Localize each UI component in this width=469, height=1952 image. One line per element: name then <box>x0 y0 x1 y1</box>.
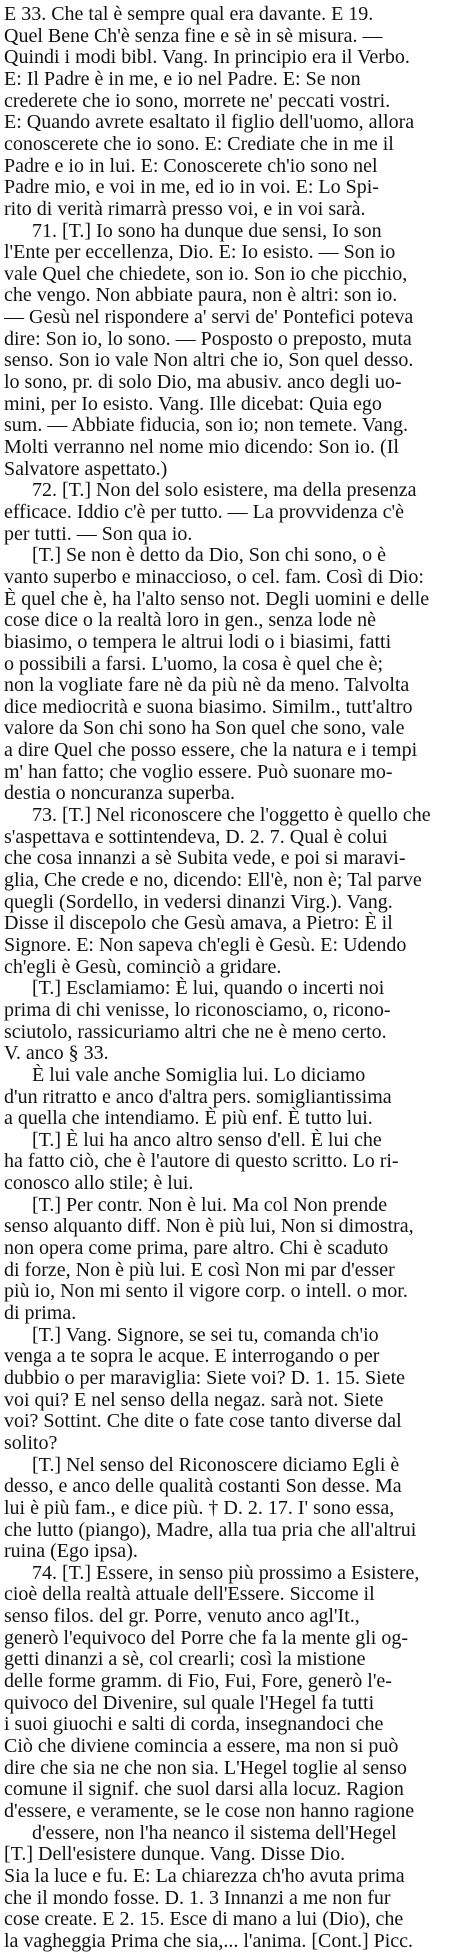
text-line: [T.] Vang. Signore, se sei tu, comanda ch'io <box>32 1323 379 1346</box>
text-line: 71. [T.] Io sono ha dunque due sensi, Io son <box>32 219 382 242</box>
text-line: Padre e io in lui. E: Conoscerete ch'io sono nel <box>4 154 378 177</box>
text-line: cioè della realtà attuale dell'Essere. Siccome il <box>4 1583 375 1606</box>
text-line: più io, Non mi sento il vigore corp. o intell. o mor. <box>4 1280 408 1303</box>
text-line: glia, Che crede e no, dicendo: Ell'è, non è; Tal parve <box>4 869 422 891</box>
text-line: È quel che è, ha l'alto senso not. Degli uomini e delle <box>4 587 430 610</box>
text-line: 74. [T.] Essere, in senso più prossimo a Esistere, <box>32 1561 420 1584</box>
text-line: 73. [T.] Nel riconoscere che l'oggetto è quello che <box>32 804 431 826</box>
text-line: sciutolo, rassicuriamo altri che ne è meno certo. <box>4 1020 387 1043</box>
text-line: dire che sia ne che non sia. L'Hegel toglie al senso <box>4 1756 407 1779</box>
text-line: l'Ente per eccellenza, Dio. E: Io esisto. — Son io <box>4 241 396 264</box>
text-line: ch'egli è Gesù, cominciò a gridare. <box>4 955 282 978</box>
text-line: prima di chi venisse, lo riconosciamo, o, ricono- <box>4 998 391 1021</box>
text-line: delle forme gramm. di Fio, Fui, Fore, generò l'e- <box>4 1670 392 1692</box>
text-line: vale Quel che chiedete, son io. Son io che picchio, <box>4 262 408 285</box>
text-line: la vagheggia Prima che sia,... l'anima. [Cont.] Picc. <box>4 1929 414 1952</box>
text-line: Padre mio, e voi in me, ed io in voi. E: Lo Spi- <box>4 176 379 199</box>
text-line: conosco allo stile; è lui. <box>4 1172 194 1195</box>
text-line: di forze, Non è più lui. E così Non mi par d'esser <box>4 1258 395 1281</box>
text-line: efficace. Iddio c'è per tutto. — La provvidenza c'è <box>4 500 404 523</box>
text-line: Sia la luce e fu. E: La chiarezza ch'ho avuta prima <box>4 1864 405 1887</box>
text-line: Disse il discepolo che Gesù amava, a Pietro: È il <box>4 912 393 935</box>
text-line: rito di verità rimarrà presso voi, e in voi sarà. <box>4 197 366 220</box>
text-line: quivoco del Divenire, sul quale l'Hegel fa tutti <box>4 1691 375 1714</box>
text-line: E: Quando avrete esaltato il figlio dell'uomo, allora <box>4 111 415 134</box>
text-line: biasimo, o tempera le altrui lodi o i biasimi, fatti <box>4 630 392 653</box>
text-line: che cosa innanzi a sè Subita vede, e poi si maravi- <box>4 847 406 870</box>
text-line: sum. — Abbiate fiducia, son io; non temete. Vang. <box>4 414 409 437</box>
text-line: Signore. E: Non sapeva ch'egli è Gesù. E: Udendo <box>4 933 407 956</box>
text-line: dire: Son io, lo sono. — Posposto o preposto, muta <box>4 327 412 350</box>
text-line: voi qui? E nel senso della negaz. sarà not. Siete <box>4 1388 384 1411</box>
text-line: d'essere, e veramente, se le cose non hanno ragione <box>4 1799 415 1822</box>
text-line: a dire Quel che posso essere, che la natura e i tempi <box>4 739 418 762</box>
text-line: a quella che intendiamo. È più enf. È tutto lui. <box>4 1107 373 1130</box>
text-line: vanto superbo e minaccioso, o cel. fam. Così di Dio: <box>4 565 424 588</box>
text-line: [T.] Se non è detto da Dio, Son chi sono, o è <box>32 544 387 567</box>
text-line: E 33. Che tal è sempre qual era davante. E 19. <box>4 3 374 25</box>
text-line: ha fatto ciò, che è l'autore di questo scritto. Lo ri- <box>4 1150 399 1173</box>
text-line: per tutti. — Son qua io. <box>4 522 193 545</box>
text-line: che lutto (piango), Madre, alla tua pria che all'altrui <box>4 1518 417 1541</box>
text-line: V. anco § 33. <box>4 1042 109 1065</box>
text-line: o possibili a farsi. L'uomo, la cosa è quel che è; <box>4 652 384 675</box>
text-line: dubbio o per maraviglia: Siete voi? D. 1. 15. Siete <box>4 1366 406 1389</box>
text-line: di prima. <box>4 1302 77 1324</box>
text-line: Molti verranno nel nome mio dicendo: Son io. (Il <box>4 436 399 458</box>
text-line: ruina (Ego ipsa). <box>4 1540 138 1563</box>
text-line: cose create. E 2. 15. Esce di mano a lui (Dio), che <box>4 1908 404 1931</box>
text-line: [T.] Esclamiamo: È lui, quando o incerti noi <box>32 977 385 1000</box>
text-line: non opera come prima, pare altro. Chi è scaduto <box>4 1237 389 1259</box>
text-line: non la vogliate fare nè da più nè da meno. Talvolta <box>4 674 410 697</box>
text-line: [T.] Dell'esistere dunque. Vang. Disse Dio. <box>4 1843 346 1866</box>
text-line: [T.] Nel senso del Riconoscere diciamo Egli è <box>32 1453 400 1476</box>
text-line: senso filos. del gr. Porre, venuto anco agl'It., <box>4 1605 360 1628</box>
text-line: È lui vale anche Somiglia lui. Lo diciamo <box>32 1063 366 1086</box>
text-line: desso, e anco delle qualità costanti Son desse. Ma <box>4 1475 402 1498</box>
text-line: Quindi i modi bibl. Vang. In principio era il Verbo. <box>4 46 410 69</box>
text-line: senso. Son io vale Non altri che io, Son quel desso. <box>4 349 414 372</box>
text-line: — Gesù nel rispondere a' servi de' Pontefici poteva <box>4 306 414 329</box>
text-line: generò l'equivoco del Porre che fa la mente gli og- <box>4 1626 409 1649</box>
text-line: E: Il Padre è in me, e io nel Padre. E: Se non <box>4 67 361 90</box>
text-line: Quel Bene Ch'è senza fine e sè in sè misura. — <box>4 24 383 47</box>
text-line: Ciò che diviene comincia a essere, ma non si può <box>4 1735 399 1757</box>
text-line: mini, per Io esisto. Vang. Ille dicebat: Quia ego <box>4 392 382 415</box>
text-line: lo sono, pr. di solo Dio, ma abusiv. anco degli uo- <box>4 371 402 393</box>
text-line: getti dinanzi a sè, col crearli; così la mistione <box>4 1648 366 1671</box>
text-line: venga a te sopra le acque. E interrogando o per <box>4 1345 380 1368</box>
text-line: che il mondo fosse. D. 1. 3 Innanzi a me non fur <box>4 1886 391 1909</box>
text-line: voi? Sottint. Che dite o fate cose tanto diverse dal <box>4 1410 402 1433</box>
text-line: m' han fatto; che voglio essere. Può suonare mo- <box>4 760 393 783</box>
text-line: 72. [T.] Non del solo esistere, ma della presenza <box>32 479 417 502</box>
text-line: i suoi giuochi e salti di corda, insegnandoci che <box>4 1713 384 1736</box>
text-line: d'essere, non l'ha neanco il sistema dell'Hegel <box>32 1821 397 1844</box>
text-line: lui è più fam., e dice più. † D. 2. 17. I' sono essa, <box>4 1496 395 1519</box>
text-line: quegli (Sordello, in vedersi dinanzi Virg.). Vang. <box>4 890 393 913</box>
text-line: crederete che io sono, morrete ne' peccati vostri. <box>4 89 391 112</box>
text-line: destia o noncuranza superba. <box>4 782 236 805</box>
text-line: cose dice o la realtà loro in gen., senza lode nè <box>4 609 377 632</box>
text-line: senso alquanto diff. Non è più lui, Non si dimostra, <box>4 1215 414 1238</box>
text-line: solito? <box>4 1431 58 1454</box>
text-line: [T.] Per contr. Non è lui. Ma col Non prende <box>32 1193 388 1216</box>
text-line: conoscerete che io sono. E: Crediate che in me il <box>4 132 394 155</box>
text-line: comune il signif. che suol darsi alla locuz. Ragion <box>4 1778 404 1801</box>
text-line: [T.] È lui ha anco altro senso d'ell. È lui che <box>32 1128 382 1151</box>
text-line: valore da Son chi sono ha Son quel che sono, vale <box>4 717 405 740</box>
text-line: d'un ritratto e anco d'altra pers. somigliantissima <box>4 1085 392 1108</box>
text-line: dice mediocrità e suona biasimo. Similm., tutt'altro <box>4 695 413 718</box>
text-line: che vengo. Non abbiate paura, non è altri: son io. <box>4 284 398 307</box>
text-line: s'aspettava e sottintendeva, D. 2. 7. Qual è colui <box>4 825 388 848</box>
text-line: Salvatore aspettato.) <box>4 457 168 480</box>
